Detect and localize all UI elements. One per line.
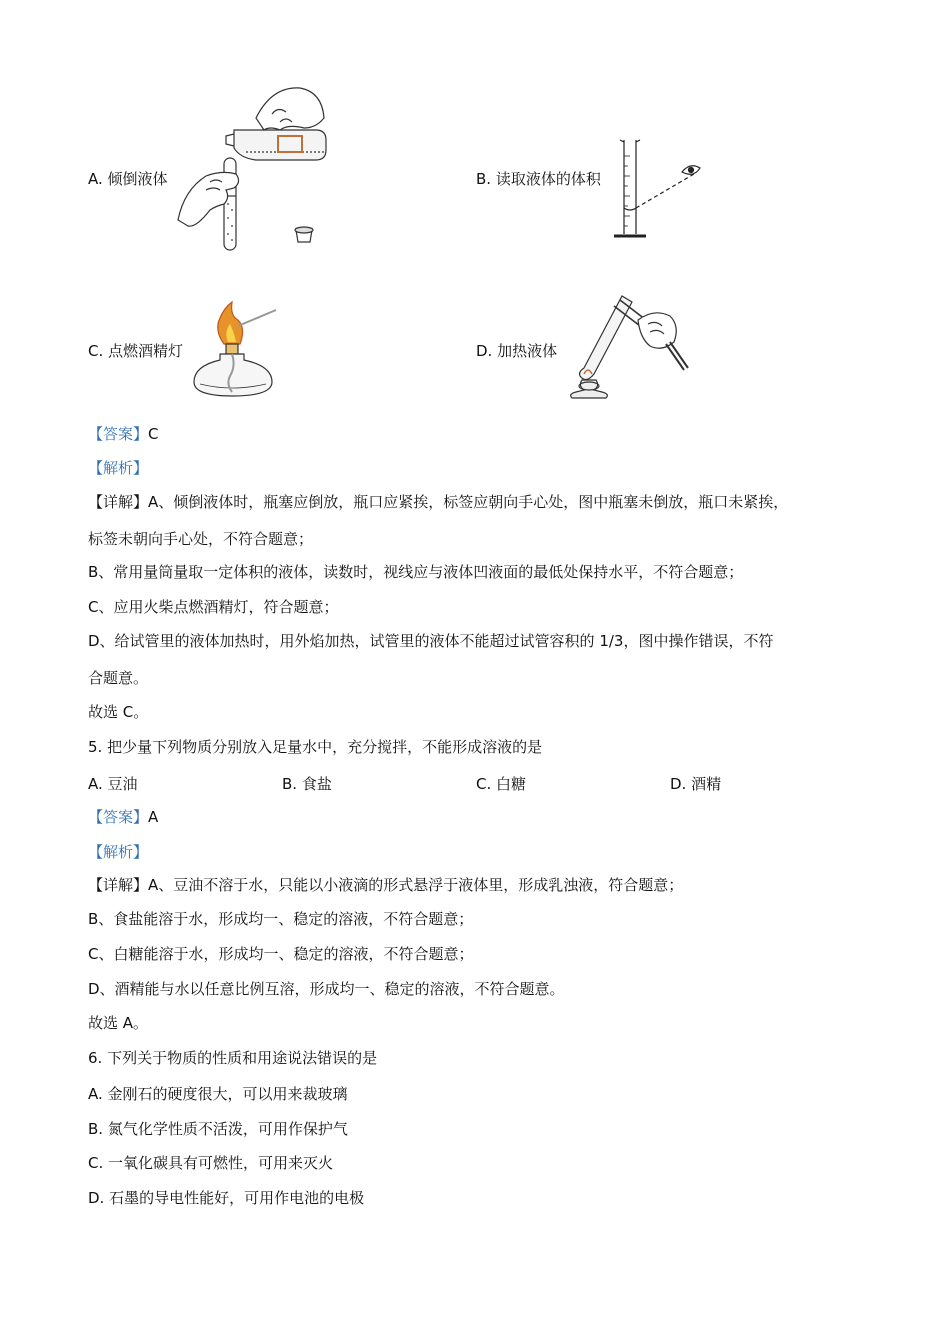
q4-detail-line-3: B、常用量筒量取一定体积的液体，读数时，视线应与液体凹液面的最低处保持水平，不符合题意； bbox=[88, 563, 744, 581]
q5-option-c: C. 白糖 bbox=[476, 775, 527, 793]
q5-answer: 【答案】A bbox=[88, 808, 159, 826]
q5-option-d: D. 酒精 bbox=[670, 775, 722, 793]
pouring-liquid-figure bbox=[176, 78, 336, 253]
graduated-cylinder-figure bbox=[610, 136, 710, 246]
q4-conclusion: 故选 C。 bbox=[88, 703, 149, 721]
q6-stem: 6. 下列关于物质的性质和用途说法错误的是 bbox=[88, 1049, 378, 1067]
q4-analysis-tag: 【解析】 bbox=[88, 459, 149, 477]
q4-detail-line-1: 【详解】A、倾倒液体时，瓶塞应倒放，瓶口应紧挨，标签应朝向手心处，图中瓶塞未倒放，瓶口未紧挨， bbox=[88, 493, 789, 511]
alcohol-lamp-figure bbox=[190, 296, 280, 406]
q6-option-b: B. 氮气化学性质不活泼，可用作保护气 bbox=[88, 1120, 348, 1138]
answer-value: C bbox=[148, 425, 159, 443]
answer-tag: 【答案】 bbox=[88, 425, 149, 443]
q5-analysis-tag: 【解析】 bbox=[88, 843, 149, 861]
q6-option-a: A. 金刚石的硬度很大，可以用来裁玻璃 bbox=[88, 1085, 348, 1103]
q5-option-a: A. 豆油 bbox=[88, 775, 138, 793]
detail-tag: 【详解】 bbox=[88, 493, 149, 511]
q5-stem: 5. 把少量下列物质分别放入足量水中，充分搅拌，不能形成溶液的是 bbox=[88, 738, 543, 756]
q6-option-c: C. 一氧化碳具有可燃性，可用来灭火 bbox=[88, 1154, 334, 1172]
q4-detail-line-6: 合题意。 bbox=[88, 669, 149, 687]
q4-detail-line-5: D、给试管里的液体加热时，用外焰加热，试管里的液体不能超过试管容积的 1/3，图中操作错误，不符 bbox=[88, 632, 774, 650]
q4-detail-line-4: C、应用火柴点燃酒精灯，符合题意； bbox=[88, 598, 339, 616]
q4-answer bbox=[88, 424, 159, 444]
q5-detail-line-3: C、白糖能溶于水，形成均一、稳定的溶液，不符合题意； bbox=[88, 945, 474, 963]
q5-detail-line-1: 【详解】A、豆油不溶于水，只能以小液滴的形式悬浮于液体里，形成乳浊液，符合题意； bbox=[88, 876, 684, 894]
option-c-label: C. 点燃酒精灯 bbox=[88, 342, 184, 360]
q5-conclusion: 故选 A。 bbox=[88, 1014, 149, 1032]
q5-detail-line-4: D、酒精能与水以任意比例互溶，形成均一、稳定的溶液，不符合题意。 bbox=[88, 980, 565, 998]
option-d-label: D. 加热液体 bbox=[476, 342, 558, 360]
option-a-label: A. 倾倒液体 bbox=[88, 170, 168, 188]
q4-detail-line-2: 标签未朝向手心处，不符合题意； bbox=[88, 530, 314, 548]
option-b-label: B. 读取液体的体积 bbox=[476, 170, 601, 188]
q6-option-d: D. 石墨的导电性能好，可用作电池的电极 bbox=[88, 1189, 365, 1207]
heating-liquid-figure bbox=[566, 290, 691, 402]
q5-detail-line-2: B、食盐能溶于水，形成均一、稳定的溶液，不符合题意； bbox=[88, 910, 474, 928]
q5-option-b: B. 食盐 bbox=[282, 775, 332, 793]
